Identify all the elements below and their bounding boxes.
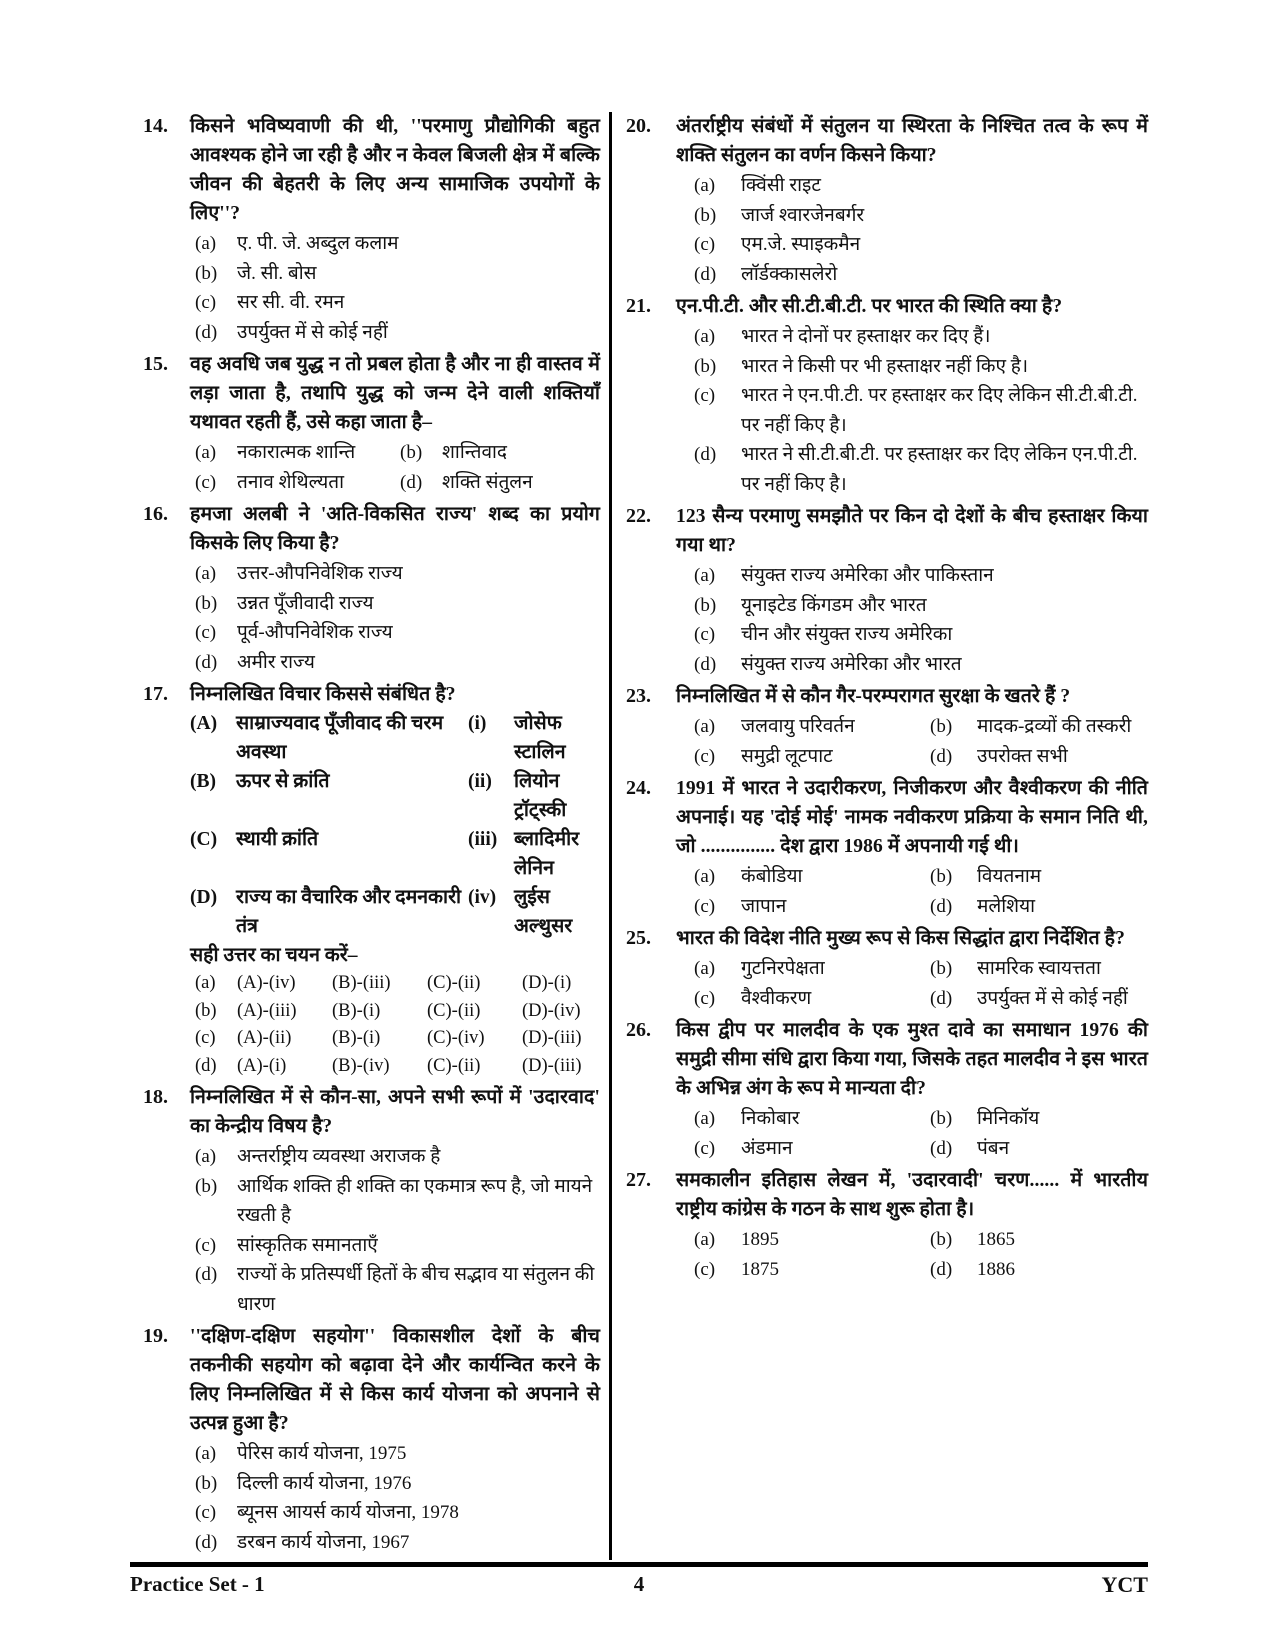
option-label: (d): [930, 1137, 953, 1159]
option-text: सामरिक स्वायत्तता: [977, 958, 1101, 979]
question-number: 20.: [626, 115, 651, 137]
combo-cell: (B)-(i): [332, 1028, 381, 1048]
option-label: (b): [930, 1229, 953, 1250]
option-text: मादक-द्रव्यों की तस्करी: [977, 716, 1132, 737]
option-text: संयुक्त राज्य अमेरिका और भारत: [741, 653, 962, 675]
option-label: (b): [930, 958, 953, 979]
question-body: [676, 774, 1148, 921]
match-right-label: (i): [468, 713, 487, 734]
option: [676, 440, 1148, 499]
option: [676, 742, 912, 772]
option-label: (b): [195, 592, 218, 614]
option: [676, 230, 1148, 260]
option-label: (b): [400, 442, 423, 463]
question-stem: भारत की विदेश नीति मुख्य रूप से किस सिद्धांत द्वारा निर्देशित है?: [676, 928, 1125, 949]
option: [676, 620, 1148, 650]
option-text: 1895: [741, 1229, 779, 1250]
combo-cell: (A)-(ii): [237, 1028, 292, 1048]
option-label: (a): [195, 563, 217, 584]
option-label: (c): [195, 622, 217, 643]
option-text: दिल्ली कार्य योजना, 1976: [237, 1472, 412, 1494]
option: [190, 438, 395, 468]
option: [912, 1134, 1148, 1164]
option-text: अंडमान: [741, 1137, 793, 1159]
option-text: उपरोक्त सभी: [977, 745, 1068, 767]
option-label: (c): [694, 895, 716, 917]
option: [190, 589, 600, 619]
option: [912, 862, 1148, 892]
options-list: [676, 862, 1148, 921]
combo-cell: (D)-(iii): [522, 1055, 582, 1076]
question-stem: समकालीन इतिहास लेखन में, 'उदारवादी' चरण...... में भारतीय राष्ट्रीय कांग्रेस के गठन के साथ शुरू होता है।: [676, 1170, 1148, 1220]
option-text: सर सी. वी. रमन: [237, 292, 345, 313]
options-list: [190, 438, 600, 497]
option-text: उपर्युक्त में से कोई नहीं: [237, 321, 388, 343]
question: [626, 112, 1148, 289]
option-text: नकारात्मक शान्ति: [237, 442, 356, 463]
option-text: पंबन: [977, 1137, 1010, 1159]
option-label: (c): [694, 1137, 716, 1159]
match-right-label: (iv): [468, 887, 497, 908]
option: [190, 318, 600, 348]
combo-cell: (C)-(iv): [427, 1028, 485, 1048]
option-text: मलेशिया: [977, 895, 1036, 917]
option: [676, 591, 1148, 621]
practice-set-label: Practice Set - 1: [130, 1572, 265, 1596]
options-list: [676, 322, 1148, 499]
option-label: (d): [195, 321, 218, 343]
question-number: 22.: [626, 505, 651, 527]
match-left-label: (C): [190, 829, 218, 850]
question-body: [676, 682, 1148, 771]
question-stem: 123 सैन्य परमाणु समझौते पर किन दो देशों के बीच हस्ताक्षर किया गया था?: [676, 506, 1148, 556]
option: [676, 352, 1148, 382]
question-number: 27.: [626, 1169, 651, 1191]
option: [676, 561, 1148, 591]
question-number: 21.: [626, 295, 651, 317]
option-label: (b): [930, 1108, 953, 1129]
option-text: पूर्व-औपनिवेशिक राज्य: [237, 622, 393, 643]
match-right-label: (ii): [468, 771, 492, 792]
question-body: [190, 680, 600, 1080]
option: [190, 1439, 600, 1469]
option-label: (b): [930, 716, 953, 737]
combo-cell: (A)-(iii): [237, 1000, 297, 1021]
question: [626, 502, 1148, 679]
match-row: [190, 883, 600, 941]
option-label: (d): [400, 471, 423, 493]
question-number: 16.: [143, 503, 168, 525]
option-label: (c): [694, 745, 716, 767]
question: [626, 1016, 1148, 1163]
match-right-text: लियोन ट्रॉट्स्की: [514, 771, 567, 821]
option: [912, 984, 1148, 1014]
combo-cell: (C)-(ii): [427, 1000, 481, 1021]
question-number: 19.: [143, 1325, 168, 1347]
combo-cell: (B)-(iv): [332, 1055, 390, 1076]
question-stem: निम्नलिखित में से कौन गैर-परम्परागत सुरक्षा के खतरे हैं ?: [676, 686, 1071, 707]
option-text: आर्थिक शक्ति ही शक्ति का एकमात्र रूप है, जो मायने रखती है: [237, 1175, 593, 1226]
question-body: [190, 112, 600, 347]
option-text: भारत ने सी.टी.बी.टी. पर हस्ताक्षर कर दिए लेकिन एन.पी.टी. पर नहीं किए है।: [741, 444, 1138, 495]
option-text: गुटनिरपेक्षता: [741, 958, 825, 979]
option-label: (a): [694, 175, 716, 196]
option-label: (b): [694, 204, 717, 226]
options-list: [190, 559, 600, 677]
questions-column-left: [130, 112, 609, 1560]
option-label: (b): [694, 355, 717, 377]
option-text: उत्तर-औपनिवेशिक राज्य: [237, 563, 403, 584]
option-label: (d): [195, 651, 218, 673]
option: [190, 259, 600, 289]
option-text: 1886: [977, 1258, 1015, 1280]
option-text: जार्ज श्वारजेनबर्गर: [741, 204, 865, 226]
question-body: [676, 1166, 1148, 1284]
question-stem: अंतर्राष्ट्रीय संबंधों में संतुलन या स्थिरता के निश्चित तत्व के रूप में शक्ति संतुलन का वर्णन किसने किया?: [676, 116, 1148, 166]
option-label: (d): [930, 745, 953, 767]
option-text: उपर्युक्त में से कोई नहीं: [977, 987, 1128, 1009]
option: [676, 171, 1148, 201]
option: [190, 648, 600, 678]
option-label: (b): [195, 262, 218, 284]
option: [395, 468, 600, 498]
option-text: उन्नत पूँजीवादी राज्य: [237, 592, 374, 614]
option-label: (a): [694, 716, 716, 737]
combo-cell: (A)-(i): [237, 1055, 287, 1076]
option: [912, 954, 1148, 984]
question: [626, 774, 1148, 921]
option-label: (a): [694, 326, 716, 347]
option-label: (a): [195, 1443, 217, 1464]
match-left-label: (D): [190, 887, 218, 908]
option-label: (b): [195, 1000, 217, 1021]
option-label: (d): [930, 895, 953, 917]
question-number: 18.: [143, 1086, 168, 1108]
two-column-question-area: [130, 112, 1148, 1560]
question: [130, 112, 600, 347]
option-label: (d): [694, 653, 717, 675]
option: [676, 984, 912, 1014]
option-label: (a): [694, 866, 716, 887]
match-right-text: जोसेफ स्टालिन: [514, 713, 566, 763]
option-label: (d): [930, 987, 953, 1009]
option-text: भारत ने एन.पी.टी. पर हस्ताक्षर कर दिए लेकिन सी.टी.बी.टी. पर नहीं किए है।: [741, 385, 1138, 436]
option-text: डरबन कार्य योजना, 1967: [237, 1531, 410, 1553]
option-label: (d): [195, 1531, 218, 1553]
option: [676, 650, 1148, 680]
option-label: (a): [195, 1146, 217, 1167]
option: [190, 1142, 600, 1172]
option-label: (c): [195, 1502, 217, 1523]
combo-cell: (B)-(i): [332, 1000, 381, 1021]
option: [912, 712, 1148, 742]
option: [676, 260, 1148, 290]
question: [626, 292, 1148, 499]
question-stem: 1991 में भारत ने उदारीकरण, निजीकरण और वैश्वीकरण की नीति अपनाई। यह 'दोई मोई' नामक नवीकरण प्रक्रिया के समान निति थी, जो ............... देश द्वारा 1986 में अपनायी गई थी।: [676, 778, 1148, 857]
question-body: [676, 1016, 1148, 1163]
question-stem: ''दक्षिण-दक्षिण सहयोग'' विकासशील देशों के बीच तकनीकी सहयोग को बढ़ावा देने और कार्यन्वित करने के लिए निम्नलिखित में से किस कार्य योजना को अपनाने से उत्पन्न हुआ है?: [190, 1326, 600, 1434]
option: [190, 1528, 600, 1558]
option-label: (a): [195, 973, 216, 993]
combo-option-row: [190, 1025, 600, 1053]
question: [626, 924, 1148, 1013]
page-number: 4: [633, 1572, 645, 1596]
question: [130, 350, 600, 497]
option: [912, 742, 1148, 772]
option: [190, 1469, 600, 1499]
option-text: क्विंसी राइट: [741, 175, 821, 196]
combo-cell: (A)-(iv): [237, 973, 296, 993]
option-label: (a): [195, 442, 217, 463]
option: [676, 201, 1148, 231]
option: [676, 1104, 912, 1134]
option-text: भारत ने किसी पर भी हस्ताक्षर नहीं किए है।: [741, 355, 1029, 377]
option-label: (c): [195, 292, 217, 313]
option-text: ब्यूनस आयर्स कार्य योजना, 1978: [237, 1502, 459, 1523]
option: [912, 1104, 1148, 1134]
question-number: 14.: [143, 115, 168, 137]
match-left-text: ऊपर से क्रांति: [236, 771, 330, 792]
option-label: (c): [195, 1234, 217, 1256]
option-text: तनाव शेथिल्यता: [237, 471, 345, 493]
option-label: (a): [694, 958, 716, 979]
option-text: जे. सी. बोस: [237, 262, 317, 284]
question-body: [190, 500, 600, 677]
question-body: [676, 112, 1148, 289]
question-body: [190, 1322, 600, 1557]
question-stem: हमजा अलबी ने 'अति-विकसित राज्य' शब्द का प्रयोग किसके लिए किया है?: [190, 504, 600, 554]
option: [190, 1498, 600, 1528]
questions-column-right: [609, 112, 1148, 1560]
option: [190, 1260, 600, 1319]
question-number: 17.: [143, 683, 168, 705]
combo-cell: (D)-(iii): [522, 1028, 582, 1048]
question-stem: किस द्वीप पर मालदीव के एक मुश्त दावे का समाधान 1976 की समुद्री सीमा संधि द्वारा किया गया, जिसके तहत मालदीव ने इस भारत के अभिन्न अंग के रूप मे मान्यता दी?: [676, 1020, 1148, 1099]
combo-cell: (C)-(ii): [427, 1055, 481, 1076]
option-text: 1865: [977, 1229, 1015, 1250]
option-text: समुद्री लूटपाट: [741, 745, 833, 767]
option-text: कंबोडिया: [741, 866, 803, 887]
question-stem: किसने भविष्यवाणी की थी, ''परमाणु प्रौद्योगिकी बहुत आवश्यक होने जा रही है और न केवल बिजली क्षेत्र में बल्कि जीवन की बेहतरी के लिए अन्य सामाजिक उपयोगों के लिए''?: [190, 116, 600, 224]
option: [676, 862, 912, 892]
option: [912, 1225, 1148, 1255]
option: [190, 468, 395, 498]
option-label: (c): [694, 234, 716, 255]
option-label: (a): [195, 233, 217, 254]
options-list: [190, 1439, 600, 1557]
option-text: राज्यों के प्रतिस्पर्धी हितों के बीच सद्भाव या संतुलन की धारण: [237, 1264, 595, 1315]
option-label: (d): [195, 1264, 218, 1285]
match-row: [190, 767, 600, 825]
match-row: [190, 825, 600, 883]
option-text: 1875: [741, 1258, 779, 1280]
option-label: (c): [694, 385, 716, 406]
option-text: वियतनाम: [977, 866, 1042, 887]
option-label: (b): [195, 1472, 218, 1494]
option: [676, 892, 912, 922]
match-right-text: लुईस अल्थुसर: [514, 887, 573, 937]
question-body: [190, 1083, 600, 1319]
option-text: जलवायु परिवर्तन: [741, 716, 855, 737]
option: [912, 892, 1148, 922]
option-text: भारत ने दोनों पर हस्ताक्षर कर दिए हैं।: [741, 326, 991, 347]
match-left-text: स्थायी क्रांति: [236, 829, 319, 850]
option-label: (d): [195, 1055, 217, 1076]
option-label: (a): [694, 1229, 716, 1250]
question-body: [676, 502, 1148, 679]
option: [676, 712, 912, 742]
combo-cell: (D)-(i): [522, 973, 572, 993]
option-text: वैश्वीकरण: [741, 987, 812, 1009]
option-text: मिनिकॉय: [977, 1108, 1040, 1129]
option-text: चीन और संयुक्त राज्य अमेरिका: [741, 624, 953, 645]
option: [190, 559, 600, 589]
question-number: 26.: [626, 1019, 651, 1041]
options-list: [676, 954, 1148, 1013]
option: [395, 438, 600, 468]
match-left-text: राज्य का वैचारिक और दमनकारी तंत्र: [236, 887, 462, 937]
option: [190, 229, 600, 259]
question-number: 25.: [626, 927, 651, 949]
options-list: [676, 1104, 1148, 1163]
combo-cell: (D)-(iv): [522, 1000, 581, 1021]
option-label: (c): [195, 471, 217, 493]
publisher-label: YCT: [1101, 1572, 1148, 1597]
option-label: (c): [195, 1028, 216, 1048]
options-list: [676, 712, 1148, 771]
combo-cell: (C)-(ii): [427, 973, 481, 993]
question-stem: एन.पी.टी. और सी.टी.बी.टी. पर भारत की स्थिति क्या है?: [676, 296, 1063, 317]
option-text: सांस्कृतिक समानताएँ: [237, 1234, 378, 1256]
question: [626, 682, 1148, 771]
options-list: [676, 561, 1148, 679]
combo-cell: (B)-(iii): [332, 973, 391, 993]
question: [626, 1166, 1148, 1284]
option-text: पेरिस कार्य योजना, 1975: [237, 1443, 407, 1464]
options-list: [676, 171, 1148, 289]
match-right-label: (iii): [468, 829, 498, 850]
question: [130, 1083, 600, 1319]
combo-option-row: [190, 998, 600, 1026]
match-left-label: (B): [190, 771, 216, 792]
option-label: (b): [694, 594, 717, 616]
options-list: [190, 1142, 600, 1319]
option-text: संयुक्त राज्य अमेरिका और पाकिस्तान: [741, 565, 994, 586]
combo-option-row: [190, 1053, 600, 1081]
option-text: ए. पी. जे. अब्दुल कलाम: [237, 233, 399, 254]
question-number: 23.: [626, 685, 651, 707]
question: [130, 1322, 600, 1557]
option-text: अमीर राज्य: [237, 651, 315, 673]
option-label: (d): [694, 444, 717, 465]
options-list: [676, 1225, 1148, 1284]
page-footer: [130, 1567, 1148, 1598]
option-text: अन्तर्राष्ट्रीय व्यवस्था अराजक है: [237, 1146, 441, 1167]
option: [676, 322, 1148, 352]
option: [912, 1255, 1148, 1285]
option: [190, 1172, 600, 1231]
option-text: एम.जे. स्पाइकमैन: [741, 234, 861, 255]
option: [676, 1225, 912, 1255]
match-left-text: साम्राज्यवाद पूँजीवाद की चरम अवस्था: [236, 713, 444, 763]
combo-option-row: [190, 970, 600, 998]
question-body: [676, 924, 1148, 1013]
option-text: शक्ति संतुलन: [442, 471, 533, 493]
option: [190, 288, 600, 318]
answer-instruction: सही उत्तर का चयन करें–: [190, 945, 358, 966]
option: [676, 381, 1148, 440]
option: [676, 1255, 912, 1285]
option-text: यूनाइटेड किंगडम और भारत: [741, 594, 927, 616]
options-list: [190, 229, 600, 347]
match-left-label: (A): [190, 713, 218, 734]
question-body: [190, 350, 600, 497]
question-number: 15.: [143, 353, 168, 375]
question: [130, 500, 600, 677]
option: [676, 954, 912, 984]
match-right-text: ब्लादिमीर लेनिन: [514, 829, 580, 879]
option: [190, 618, 600, 648]
question-stem: निम्नलिखित में से कौन-सा, अपने सभी रूपों में 'उदारवाद' का केन्द्रीय विषय है?: [190, 1087, 600, 1137]
option-label: (a): [694, 565, 716, 586]
match-row: [190, 709, 600, 767]
option-label: (c): [694, 987, 716, 1009]
option: [190, 1231, 600, 1261]
option-label: (d): [694, 263, 717, 285]
question-stem: वह अवधि जब युद्ध न तो प्रबल होता है और ना ही वास्तव में लड़ा जाता है, तथापि युद्ध को जन्म देने वाली शक्तियाँ यथावत रहती हैं, उसे कहा जाता है–: [190, 354, 600, 433]
option-label: (c): [694, 624, 716, 645]
option: [676, 1134, 912, 1164]
option-label: (a): [694, 1108, 716, 1129]
option-text: लॉर्डक्कासलेरो: [741, 263, 838, 285]
option-label: (d): [930, 1258, 953, 1280]
question: [130, 680, 600, 1080]
question-stem: निम्नलिखित विचार किससे संबंधित है?: [190, 684, 456, 705]
option-text: शान्तिवाद: [442, 442, 508, 463]
option-text: निकोबार: [741, 1108, 800, 1129]
option-label: (b): [195, 1175, 218, 1197]
question-number: 24.: [626, 777, 651, 799]
question-body: [676, 292, 1148, 499]
option-label: (c): [694, 1258, 716, 1280]
option-text: जापान: [741, 895, 787, 917]
option-label: (b): [930, 866, 953, 887]
